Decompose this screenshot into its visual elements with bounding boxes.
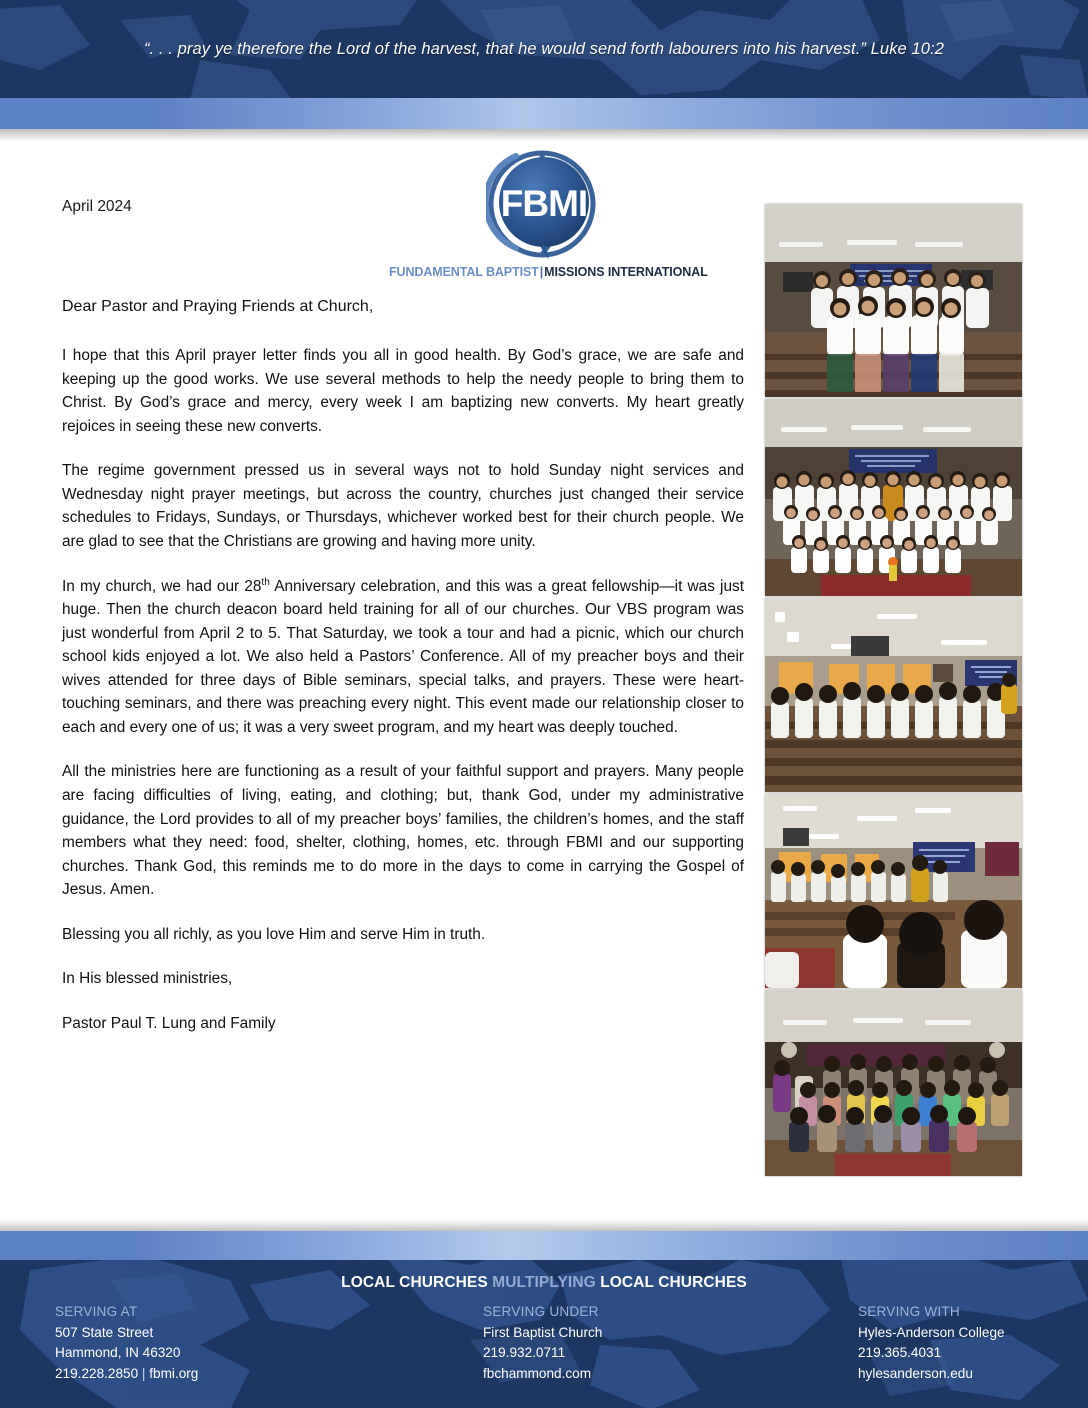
- letter-salutation: Dear Pastor and Praying Friends at Church,: [62, 298, 374, 315]
- letter-paragraph-4: All the ministries here are functioning as a result of your faithful support and prayers. Many people are facing difficulties of living, eating, and clothing; but, thank God, under my administrative guidance, the Lord provides to all of my preacher boys’ families, the children’s homes, and the staff members what they need: food, shelter, clothing, homes, etc. through FBMI and our supporting churches. Thank God, this reminds me to do more in the days to come in carrying the Gospel of Jesus. Amen.: [62, 763, 744, 899]
- anniversary-text-after: Anniversary celebration, and this was a great fellowship—it was just huge. Then the church deacon board held training for all of our churches. Our VBS program was just wonderful from April 2 to 5. That Saturday, we took a tour and had a picnic, which our church school kids enjoyed a lot. We also held a Pastors’ Conference. All of my preacher boys and their wives attended for three days of Bible seminars, special talks, and prayers. These were heart-touching seminars, and there was preaching every night. This event made our relationship closer to each and every one of us; it was a very sweet program, and my heart was deeply touched.: [62, 577, 744, 736]
- photo-congregation-service: [765, 598, 1022, 792]
- footer-col1-line1: 507 State Street: [55, 1324, 154, 1340]
- letter-signature: Pastor Paul T. Lung and Family: [62, 1014, 276, 1032]
- footer-columns: [0, 1302, 1088, 1402]
- fbmi-logo: [389, 148, 708, 293]
- photo-congregation-service-image: [765, 598, 1022, 792]
- photo-people-frontrow: [827, 296, 964, 392]
- footer-col3-title: SERVING WITH: [858, 1304, 960, 1319]
- footer-col1-title: SERVING AT: [55, 1304, 138, 1319]
- footer-column-serving-with: [858, 1302, 1005, 1385]
- top-accent-bar: [0, 98, 1088, 129]
- photo-adults-group-image: [765, 990, 1022, 1176]
- logo-tagline-part2: MISSIONS INTERNATIONAL: [544, 265, 708, 279]
- letter-paragraph-1: I hope that this April prayer letter finds you all in good health. By God’s grace, we are safe and keeping up the good works. We use several methods to help the needy people to bring them to Christ. By God’s grace and mercy, every week I am baptizing new converts. My heart greatly rejoices in seeing these new converts.: [62, 347, 744, 435]
- footer-shadow: [0, 1219, 1088, 1231]
- letter-blessing: Blessing you all richly, as you love Him and serve Him in truth.: [62, 925, 486, 943]
- footer-col3-line3[interactable]: hylesanderson.edu: [858, 1365, 973, 1381]
- footer-col2-title: SERVING UNDER: [483, 1304, 599, 1319]
- footer-col1-website[interactable]: fbmi.org: [149, 1365, 199, 1381]
- letter-paragraph-2: The regime government pressed us in several ways not to hold Sunday night services and Wednesday night prayer meetings, but across the country, churches just changed their service schedules to Fridays, Sundays, or Thursdays, whichever worked best for their church people. We are glad to see that the Christians are growing and having more unity.: [62, 462, 744, 550]
- footer-col1-line3: [55, 1364, 198, 1385]
- letter-paragraph-3: [62, 575, 744, 740]
- photo-youth-group: [765, 204, 1022, 397]
- photo-children-circle: [765, 794, 1022, 988]
- footer-col2-line1: First Baptist Church: [483, 1324, 603, 1340]
- banner-verse-text: “. . . pray ye therefore the Lord of the harvest, that he would send forth labourers into his harvest.” Luke 10:2: [143, 39, 945, 58]
- photo-adults-group: [765, 990, 1022, 1176]
- letter-body: [62, 344, 744, 1057]
- top-banner-shadow: [0, 129, 1088, 142]
- photo-large-group: [765, 399, 1022, 596]
- photo-large-group-image: [765, 399, 1022, 596]
- footer-col1-phone[interactable]: 219.228.2850: [55, 1365, 139, 1381]
- photo-column: [765, 204, 1022, 1178]
- footer-col2-line2[interactable]: 219.932.0711: [483, 1345, 566, 1361]
- letter-date: April 2024: [62, 198, 132, 215]
- photo-children-circle-image: [765, 794, 1022, 988]
- footer-tagline-strong-1: LOCAL CHURCHES: [341, 1274, 493, 1291]
- footer-accent-bar: [0, 1231, 1088, 1260]
- svg-text:FBMI: FBMI: [500, 183, 588, 224]
- logo-tagline-part1: FUNDAMENTAL BAPTIST: [389, 265, 539, 279]
- anniversary-text-before: In my church, we had our 28: [62, 577, 262, 595]
- photo-youth-group-image: [765, 204, 1022, 397]
- footer-col2-line3[interactable]: fbchammond.com: [483, 1365, 592, 1381]
- footer-col1-separator: |: [138, 1365, 150, 1381]
- footer-tagline: [0, 1274, 1088, 1292]
- fbmi-logo-tagline: [389, 265, 708, 279]
- footer: [0, 1260, 1088, 1408]
- footer-tagline-dim: MULTIPLYING: [492, 1274, 601, 1291]
- letter-sign-off: In His blessed ministries,: [62, 970, 233, 988]
- anniversary-ordinal-suffix: th: [261, 576, 270, 588]
- footer-col3-line2[interactable]: 219.365.4031: [858, 1345, 942, 1361]
- footer-col1-line2: Hammond, IN 46320: [55, 1345, 181, 1361]
- footer-column-serving-at: [55, 1302, 198, 1385]
- logo-tagline-separator: |: [539, 265, 544, 279]
- footer-tagline-strong-2: LOCAL CHURCHES: [600, 1274, 747, 1291]
- top-banner: [0, 0, 1088, 98]
- footer-col3-line1: Hyles-Anderson College: [858, 1324, 1005, 1340]
- footer-column-serving-under: [483, 1302, 602, 1385]
